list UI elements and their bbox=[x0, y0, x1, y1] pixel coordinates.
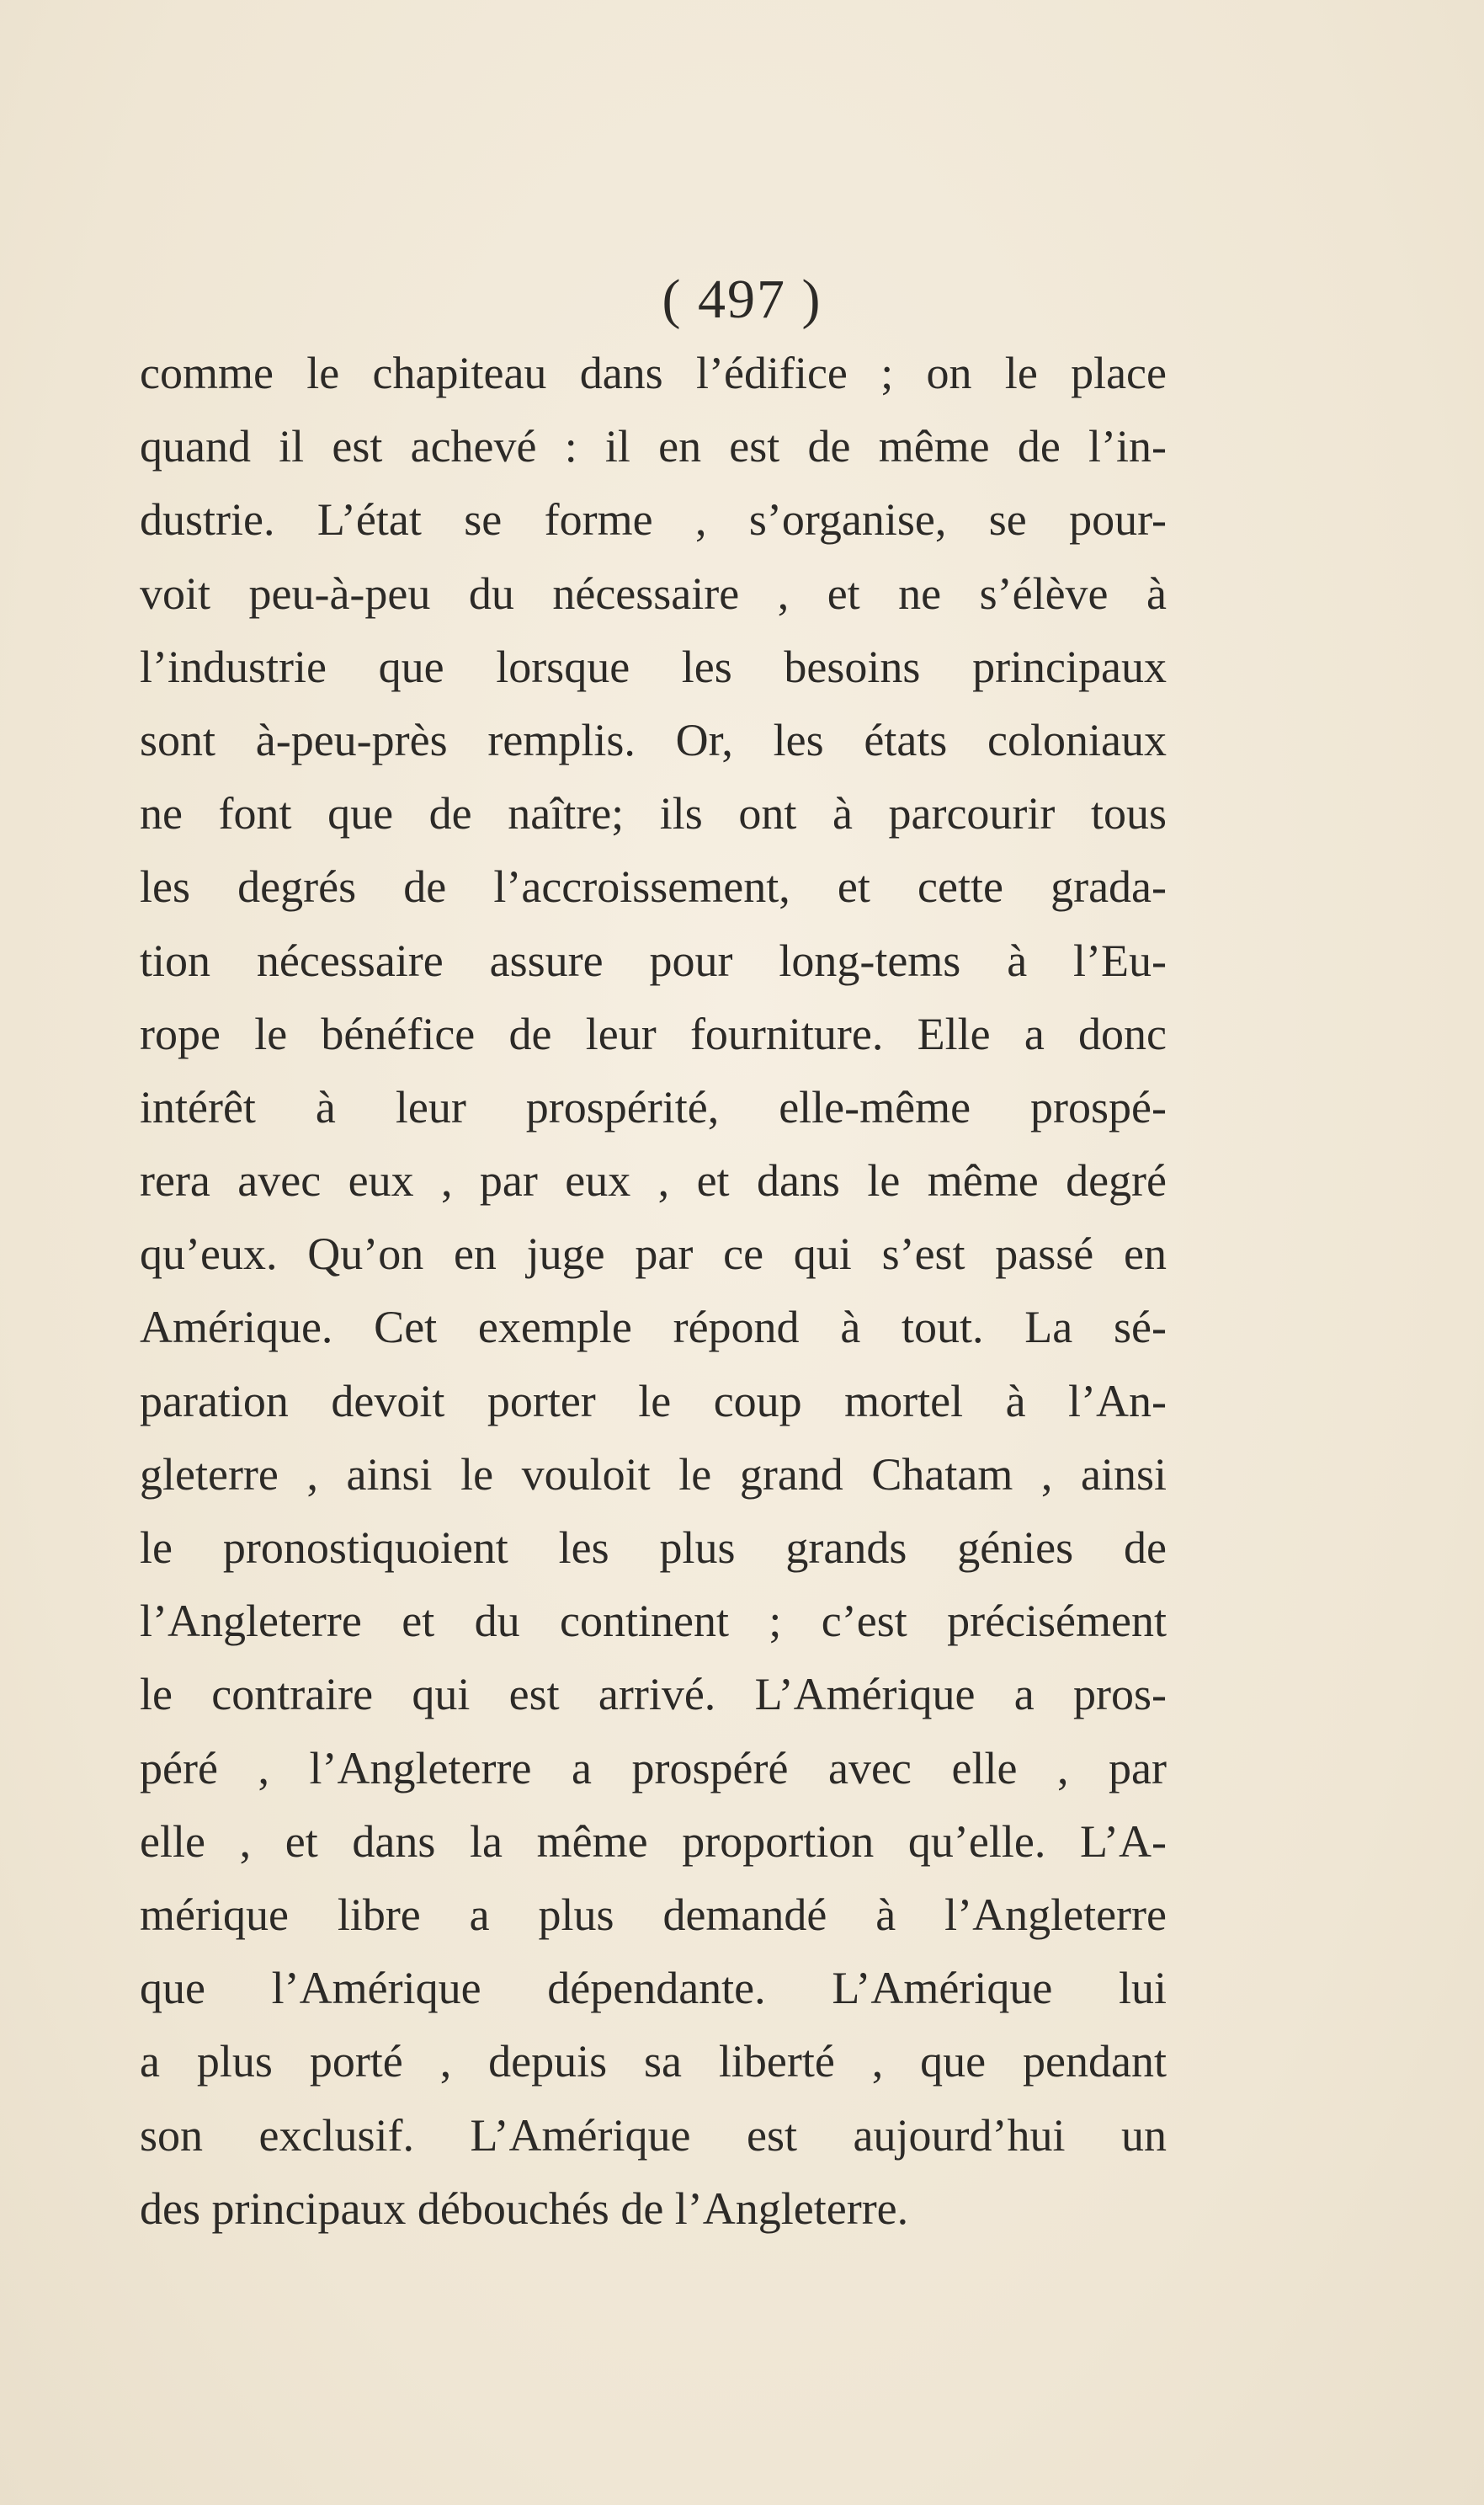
text-line: sont à-peu-près remplis. Or, les états coloniaux bbox=[140, 714, 1167, 765]
body-text bbox=[140, 337, 1167, 2246]
text-line: voit peu-à-peu du nécessaire , et ne s’élève à bbox=[140, 568, 1167, 619]
text-line: comme le chapiteau dans l’édifice ; on le place bbox=[140, 348, 1167, 398]
text-line: qu’eux. Qu’on en juge par ce qui s’est passé en bbox=[140, 1229, 1167, 1280]
text-line: le pronostiquoient les plus grands génies de bbox=[140, 1522, 1167, 1573]
text-line: mérique libre a plus demandé à l’Angleterre bbox=[140, 1889, 1167, 1940]
text-line: dustrie. L’état se forme , s’organise, se pour- bbox=[140, 494, 1167, 546]
text-line: elle , et dans la même proportion qu’elle. L’A- bbox=[140, 1815, 1167, 1867]
text-line: intérêt à leur prospérité, elle-même prospé- bbox=[140, 1081, 1167, 1133]
text-line: a plus porté , depuis sa liberté , que pendant bbox=[140, 2036, 1167, 2087]
text-line: rera avec eux , par eux , et dans le même degré bbox=[140, 1155, 1167, 1207]
text-line: ne font que de naître; ils ont à parcourir tous bbox=[140, 788, 1167, 839]
text-line: les degrés de l’accroissement, et cette grada- bbox=[140, 861, 1167, 913]
text-line: des principaux débouchés de l’Angleterre. bbox=[140, 2183, 909, 2234]
text-line: rope le bénéfice de leur fourniture. Elle a donc bbox=[140, 1008, 1167, 1059]
text-line: paration devoit porter le coup mortel à l’An- bbox=[140, 1375, 1167, 1426]
text-line: son exclusif. L’Amérique est aujourd’hui un bbox=[140, 2109, 1167, 2161]
text-line: péré , l’Angleterre a prospéré avec elle , par bbox=[140, 1742, 1167, 1793]
text-line: le contraire qui est arrivé. L’Amérique a pros- bbox=[140, 1669, 1167, 1720]
page-number: ( 497 ) bbox=[662, 269, 822, 330]
text-line: l’industrie que lorsque les besoins principaux bbox=[140, 641, 1167, 692]
text-line: quand il est achevé : il en est de même de l’in- bbox=[140, 421, 1167, 472]
text-line: tion nécessaire assure pour long-tems à l’Eu- bbox=[140, 935, 1167, 986]
text-line: gleterre , ainsi le vouloit le grand Chatam , ainsi bbox=[140, 1448, 1167, 1500]
text-line: Amérique. Cet exemple répond à tout. La sé- bbox=[140, 1302, 1167, 1353]
text-line: que l’Amérique dépendante. L’Amérique lui bbox=[140, 1963, 1167, 2014]
text-line: l’Angleterre et du continent ; c’est précisément bbox=[140, 1596, 1167, 1647]
